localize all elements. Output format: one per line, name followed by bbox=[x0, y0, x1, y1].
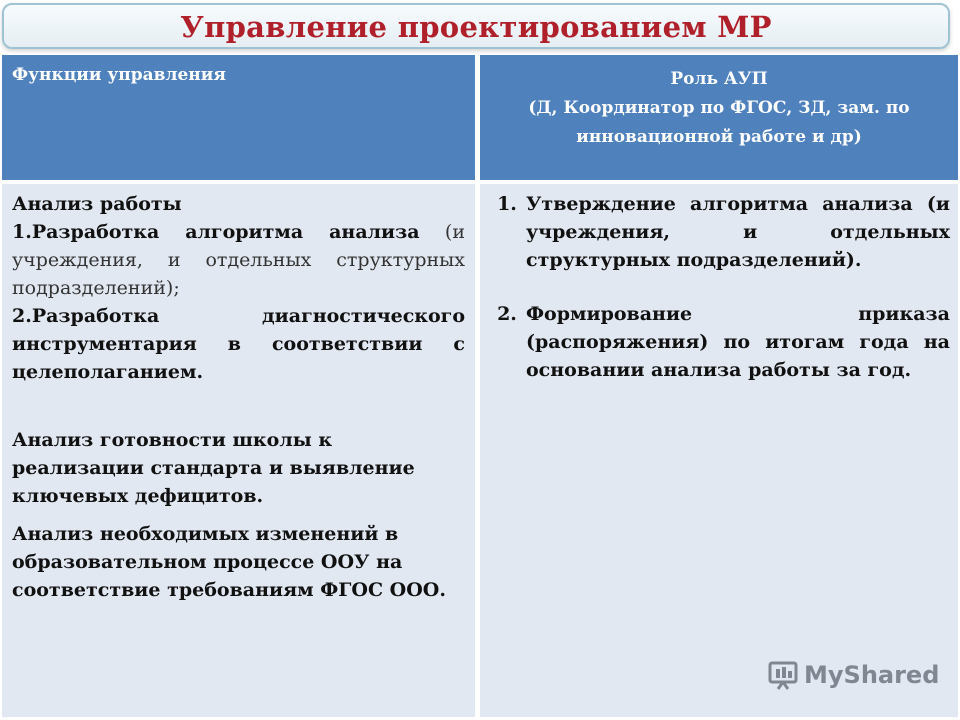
watermark-logo bbox=[768, 657, 939, 693]
page-title: Управление проектированием МР bbox=[180, 10, 772, 44]
analysis-heading: Анализ работы bbox=[12, 193, 182, 215]
header-role-line3: инновационной работе и др) bbox=[576, 127, 862, 147]
role-cell bbox=[480, 184, 958, 717]
role-item-text: Утверждение алгоритма анализа (и учреждения, и отдельных структурных подразделений). bbox=[526, 193, 950, 271]
watermark-text: MyShared bbox=[804, 661, 940, 689]
item-1-normal: (и учреждения, и отдельных структурных подразделений); bbox=[12, 221, 465, 299]
management-table bbox=[2, 55, 958, 717]
role-item-number: 1. bbox=[497, 193, 517, 215]
functions-cell bbox=[2, 184, 475, 717]
presentation-icon bbox=[768, 660, 798, 690]
role-item bbox=[488, 190, 950, 274]
role-item bbox=[488, 300, 950, 384]
header-role-line1: Роль АУП bbox=[670, 69, 768, 89]
item-1 bbox=[12, 218, 465, 302]
item-1-bold: 1.Разработка алгоритма анализа bbox=[12, 221, 420, 243]
role-item-text: Формирование приказа (распоряжения) по итогам года на основании анализа работы за год. bbox=[526, 303, 950, 381]
title-bar bbox=[2, 3, 950, 49]
changes-paragraph: Анализ необходимых изменений в образовательном процессе ООУ на соответствие требованиям ФГОС ООО. bbox=[12, 523, 446, 601]
header-role-line2: (Д, Координатор по ФГОС, ЗД, зам. по bbox=[528, 98, 910, 118]
header-role bbox=[480, 55, 958, 180]
item-2: 2.Разработка диагностического инструментария в соответствии с целеполаганием. bbox=[12, 305, 465, 383]
role-item-number: 2. bbox=[497, 303, 517, 325]
header-functions: Функции управления bbox=[2, 55, 475, 180]
readiness-paragraph: Анализ готовности школы к реализации стандарта и выявление ключевых дефицитов. bbox=[12, 429, 415, 507]
